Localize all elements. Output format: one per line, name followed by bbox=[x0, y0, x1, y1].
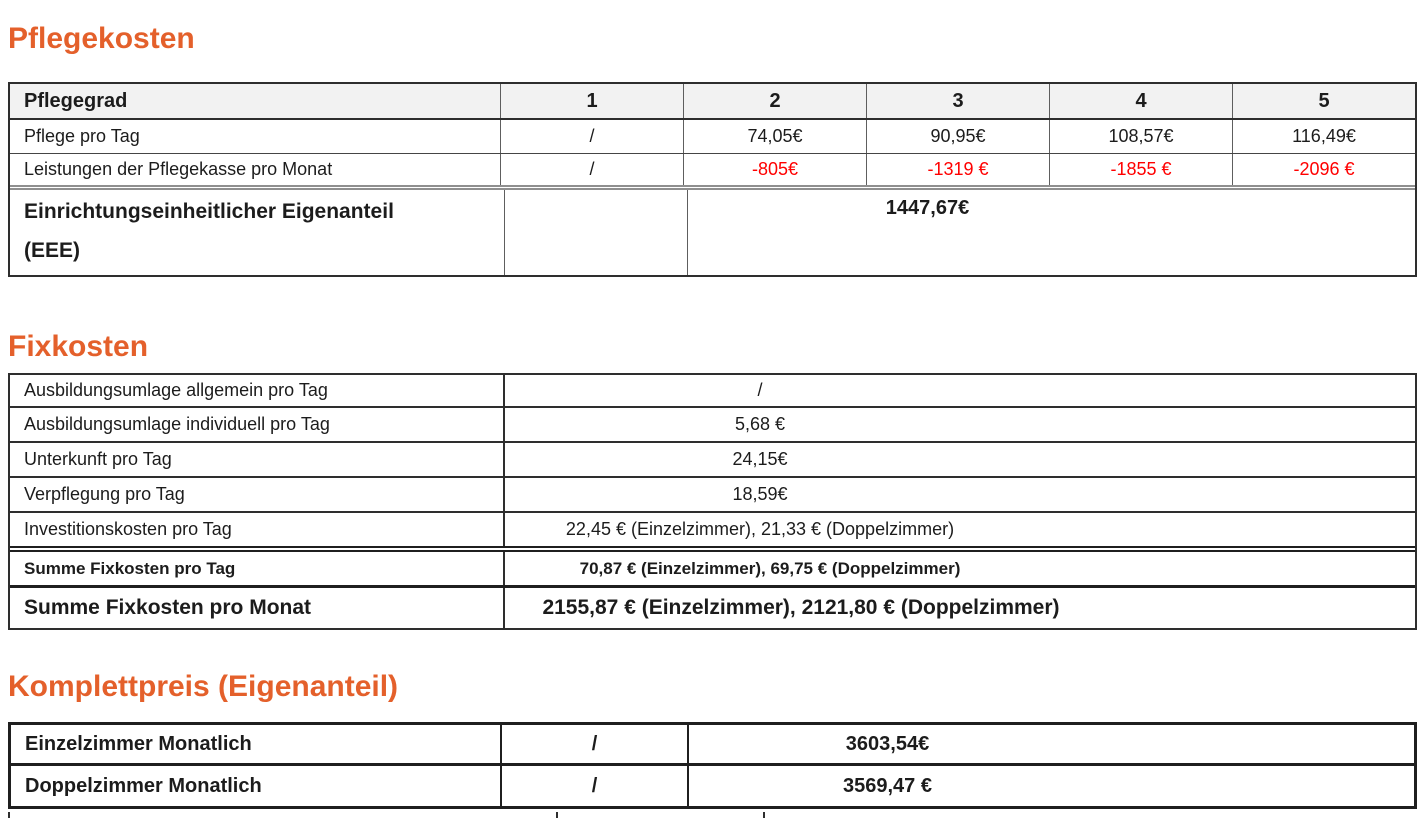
header-cell-grad-1: 1 bbox=[500, 84, 683, 118]
header-cell-grad-4: 4 bbox=[1049, 84, 1232, 118]
row-label: Leistungen der Pflegekasse pro Monat bbox=[24, 159, 333, 179]
cell-value: 116,49€ bbox=[1232, 120, 1415, 153]
row-label: Einzelzimmer Monatlich bbox=[25, 732, 252, 755]
cell-value: 74,05€ bbox=[683, 120, 866, 153]
table-header-row bbox=[10, 84, 1415, 120]
eee-value: 1447,67€ bbox=[687, 190, 1415, 275]
cell-value: 22,45 € (Einzelzimmer), 21,33 € (Doppelzimmer) bbox=[503, 513, 1415, 546]
row-label: Summe Fixkosten pro Tag bbox=[24, 558, 236, 578]
table-row-pflege-pro-tag bbox=[10, 120, 1415, 154]
cell-value: 108,57€ bbox=[1049, 120, 1232, 153]
cell-value: / bbox=[500, 154, 683, 185]
table-row-doppelzimmer bbox=[11, 766, 1414, 806]
empty-cell bbox=[504, 190, 687, 275]
partial-row-border bbox=[763, 812, 765, 818]
table-row bbox=[10, 408, 1415, 443]
eee-label-line2: (EEE) bbox=[24, 239, 81, 262]
row-label: Ausbildungsumlage allgemein pro Tag bbox=[24, 380, 328, 400]
eee-label-line1: Einrichtungseinheitlicher Eigenanteil bbox=[24, 200, 394, 223]
cell-value: 90,95€ bbox=[866, 120, 1049, 153]
cell-value: 24,15€ bbox=[503, 443, 1415, 476]
row-label-eee bbox=[10, 190, 504, 275]
table-row-summe-pro-monat bbox=[10, 585, 1415, 628]
row-label: Pflege pro Tag bbox=[24, 126, 140, 146]
cell-value-negative: -2096 € bbox=[1232, 154, 1415, 185]
partial-row-border bbox=[556, 812, 558, 818]
cell-value-negative: -1319 € bbox=[866, 154, 1049, 185]
header-cell-grad-2: 2 bbox=[683, 84, 866, 118]
cell-value: 3569,47 € bbox=[687, 766, 1414, 806]
table-row-eee bbox=[10, 190, 1415, 275]
cell-value-negative: -1855 € bbox=[1049, 154, 1232, 185]
row-label: Investitionskosten pro Tag bbox=[24, 519, 232, 539]
table-row-einzelzimmer bbox=[11, 725, 1414, 766]
cell-value: 3603,54€ bbox=[687, 725, 1414, 763]
cell-value: 2155,87 € (Einzelzimmer), 2121,80 € (Doppelzimmer) bbox=[503, 588, 1415, 628]
row-label: Summe Fixkosten pro Monat bbox=[24, 596, 312, 619]
partial-row-border bbox=[8, 812, 10, 818]
pflegekosten-table bbox=[8, 82, 1417, 277]
header-cell-pflegegrad: Pflegegrad bbox=[24, 89, 128, 112]
table-row-summe-pro-tag bbox=[10, 552, 1415, 585]
cell-value: 5,68 € bbox=[503, 408, 1415, 441]
row-label: Doppelzimmer Monatlich bbox=[25, 774, 262, 797]
fixkosten-table bbox=[8, 373, 1417, 630]
section-title-fixkosten: Fixkosten bbox=[8, 330, 149, 363]
komplettpreis-table bbox=[8, 722, 1417, 809]
table-row bbox=[10, 443, 1415, 478]
table-row bbox=[10, 478, 1415, 513]
cell-value: 70,87 € (Einzelzimmer), 69,75 € (Doppelzimmer) bbox=[503, 552, 1415, 585]
section-title-pflegekosten: Pflegekosten bbox=[8, 22, 195, 55]
cell-value: / bbox=[500, 120, 683, 153]
table-row bbox=[10, 375, 1415, 408]
cell-value-negative: -805€ bbox=[683, 154, 866, 185]
table-row bbox=[10, 513, 1415, 546]
cell-slash: / bbox=[500, 725, 687, 763]
row-label: Ausbildungsumlage individuell pro Tag bbox=[24, 414, 330, 434]
section-title-komplettpreis: Komplettpreis (Eigenanteil) bbox=[8, 670, 399, 703]
cell-slash: / bbox=[500, 766, 687, 806]
header-cell-grad-3: 3 bbox=[866, 84, 1049, 118]
row-label: Verpflegung pro Tag bbox=[24, 484, 185, 504]
cell-value: 18,59€ bbox=[503, 478, 1415, 511]
cell-value: / bbox=[503, 375, 1415, 406]
row-label: Unterkunft pro Tag bbox=[24, 449, 172, 469]
table-row-leistungen-pflegekasse bbox=[10, 154, 1415, 185]
header-cell-grad-5: 5 bbox=[1232, 84, 1415, 118]
